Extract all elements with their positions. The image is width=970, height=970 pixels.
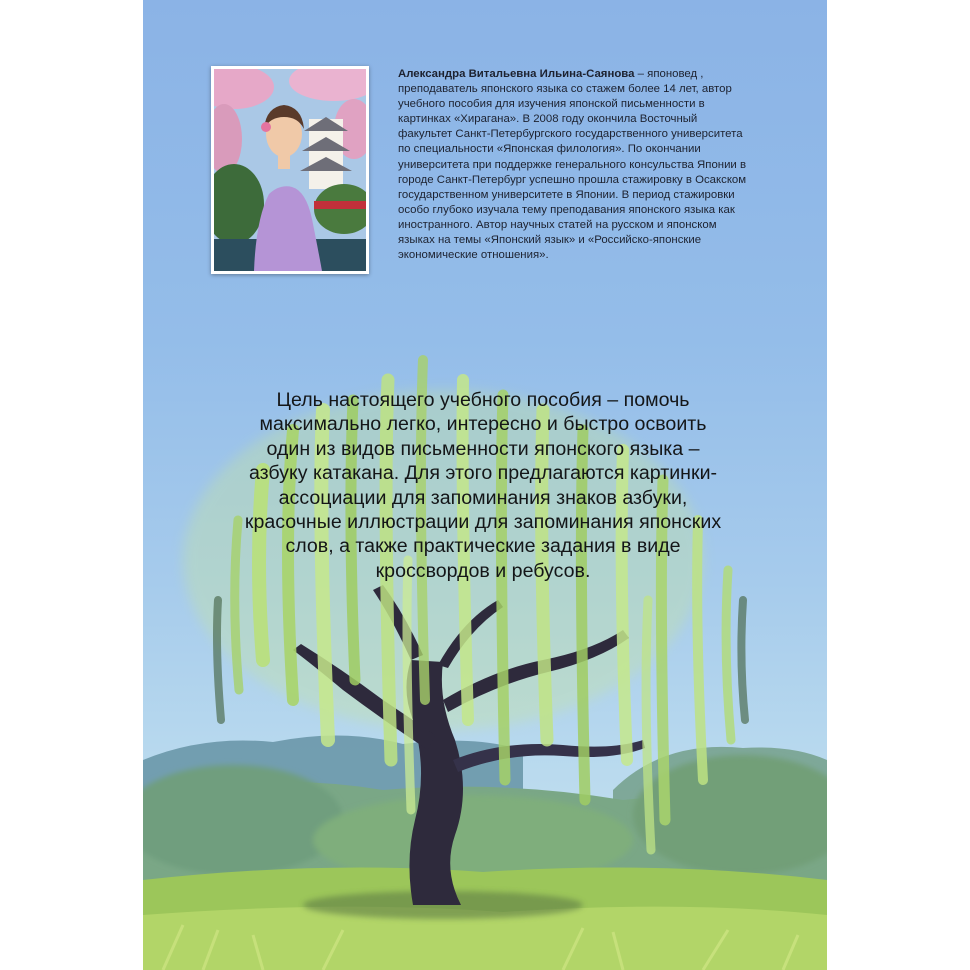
back-cover (143, 0, 827, 970)
author-bio-text: – японовед , преподаватель японского языка со стажем более 14 лет, автор учебного пособия для изучения японской письменности в картинках «Хирагана». В 2008 году окончила Восточный факультет Санкт-Петербургского государственного университета по специальности «Японская филология». По окончании университета при поддержке генерального консульства Японии в городе Санкт-Петербург успешно прошла стажировку в Осакском государственном университете в Японии. В период стажировки особо глубоко изучала тему преподавания японского языка как иностранного. Автор научных статей на русском и японском языках на темы «Японский язык» и «Российско-японские экономические отношения». (398, 68, 747, 262)
author-bio (398, 67, 750, 263)
author-name: Александра Витальевна Ильина-Саянова (398, 68, 635, 80)
book-goal-text: Цель настоящего учебного пособия – помочь максимально легко, интересно и быстро освоить один из видов письменности японского языка – азбуку катакана. Для этого предлагаются картинки-ассоциации для запоминания знаков азбуки, красочные иллюстрации для запоминания японских слов, а также практические задания в виде кроссвордов и ребусов. (244, 389, 722, 582)
author-photo-frame (211, 66, 369, 274)
author-photo (214, 69, 366, 271)
